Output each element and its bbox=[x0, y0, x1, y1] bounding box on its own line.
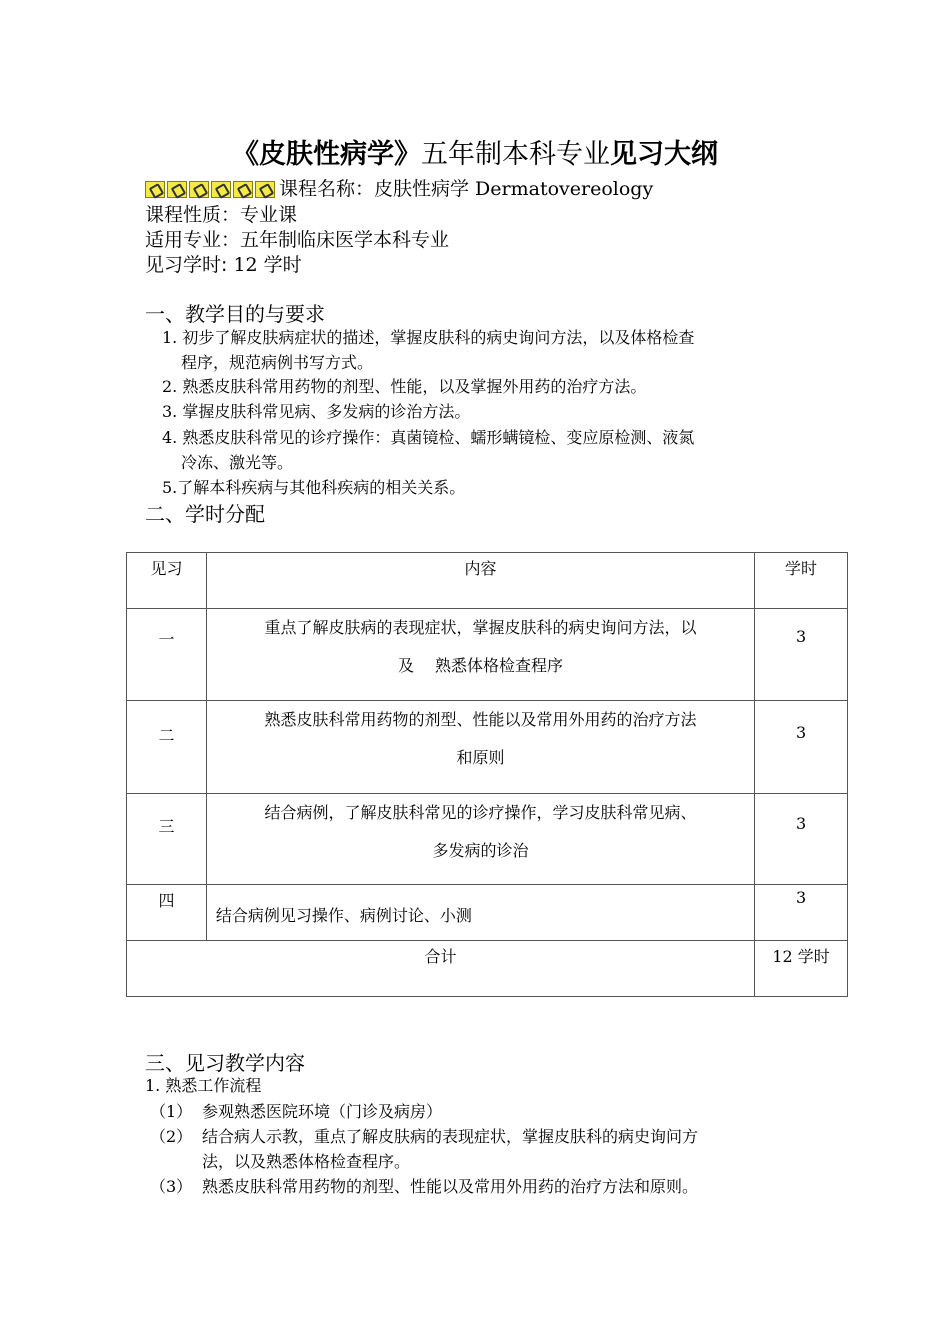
section3-subheading: 1. 熟悉工作流程 bbox=[145, 1076, 262, 1095]
header-hours: 学时 bbox=[755, 553, 848, 609]
row-number: 四 bbox=[127, 885, 207, 941]
objective-1-line1: 1. 初步了解皮肤病症状的描述，掌握皮肤科的病史询问方法，以及体格检查 bbox=[162, 328, 695, 347]
row-content: 熟悉皮肤科常用药物的剂型、性能以及常用外用药的治疗方法 和原则 bbox=[206, 701, 754, 794]
table-row bbox=[127, 885, 848, 941]
section2-heading: 二、学时分配 bbox=[145, 502, 265, 526]
objective-4-line1: 4. 熟悉皮肤科常见的诊疗操作：真菌镜检、蠕形螨镜检、变应原检测、液氮 bbox=[162, 428, 695, 447]
practice-hours-label: 见习学时: bbox=[145, 254, 228, 276]
content-item-1-number: （1） bbox=[150, 1102, 193, 1121]
applicable-major-line bbox=[145, 225, 449, 252]
pencil-icon bbox=[167, 181, 187, 198]
row-number: 二 bbox=[127, 701, 207, 794]
pencil-icon bbox=[145, 181, 165, 198]
practice-hours-line bbox=[145, 250, 302, 277]
page-title bbox=[0, 132, 950, 171]
table-row bbox=[127, 609, 848, 701]
row-content: 结合病例，了解皮肤科常见的诊疗操作，学习皮肤科常见病、 多发病的诊治 bbox=[206, 794, 754, 885]
table-total-row bbox=[127, 941, 848, 997]
table-header-row bbox=[127, 553, 848, 609]
objective-3: 3. 掌握皮肤科常见病、多发病的诊治方法。 bbox=[162, 402, 471, 421]
course-nature-value: 专业课 bbox=[240, 204, 298, 226]
section1-heading: 一、教学目的与要求 bbox=[145, 302, 325, 326]
content-item-1: 参观熟悉医院环境（门诊及病房） bbox=[202, 1102, 443, 1121]
pencil-icon bbox=[255, 181, 275, 198]
applicable-major-label: 适用专业： bbox=[145, 229, 241, 251]
title-part2: 五年制本科专业 bbox=[421, 139, 610, 170]
row-hours: 3 bbox=[755, 609, 848, 701]
total-value: 12 学时 bbox=[755, 941, 848, 997]
content-item-2-number: （2） bbox=[150, 1127, 193, 1146]
applicable-major-value: 五年制临床医学本科专业 bbox=[240, 229, 450, 251]
objective-1-line2: 程序，规范病例书写方式。 bbox=[181, 353, 374, 372]
section3-heading: 三、见习教学内容 bbox=[145, 1051, 305, 1075]
table-row bbox=[127, 794, 848, 885]
header-practice: 见习 bbox=[127, 553, 207, 609]
hours-allocation-table bbox=[126, 552, 848, 997]
row-hours: 3 bbox=[755, 794, 848, 885]
practice-hours-value: 12 学时 bbox=[227, 254, 302, 276]
course-nature-label: 课程性质： bbox=[145, 204, 241, 226]
course-name-value: 皮肤性病学 Dermatovereology bbox=[374, 178, 654, 200]
course-nature-line bbox=[145, 200, 297, 227]
title-part3: 见习大纲 bbox=[610, 139, 718, 170]
total-label: 合计 bbox=[127, 941, 755, 997]
course-name-label: 课程名称： bbox=[279, 178, 375, 200]
objective-5: 5.了解本科疾病与其他科疾病的相关关系。 bbox=[162, 478, 466, 497]
title-part1: 《皮肤性病学》 bbox=[232, 139, 421, 170]
content-item-3: 熟悉皮肤科常用药物的剂型、性能以及常用外用药的治疗方法和原则。 bbox=[202, 1177, 699, 1196]
content-item-2-line1: 结合病人示教，重点了解皮肤病的表现症状，掌握皮肤科的病史询问方 bbox=[202, 1127, 699, 1146]
row-hours: 3 bbox=[755, 885, 848, 941]
row-number: 一 bbox=[127, 609, 207, 701]
row-content: 重点了解皮肤病的表现症状，掌握皮肤科的病史询问方法，以 及 熟悉体格检查程序 bbox=[206, 609, 754, 701]
header-content: 内容 bbox=[206, 553, 754, 609]
row-number: 三 bbox=[127, 794, 207, 885]
row-hours: 3 bbox=[755, 701, 848, 794]
pencil-icon bbox=[189, 181, 209, 198]
objective-4-line2: 冷冻、激光等。 bbox=[181, 453, 294, 472]
pencil-icon bbox=[233, 181, 253, 198]
row-content: 结合病例见习操作、病例讨论、小测 bbox=[206, 885, 754, 941]
table-row bbox=[127, 701, 848, 794]
content-item-3-number: （3） bbox=[150, 1177, 193, 1196]
objective-2: 2. 熟悉皮肤科常用药物的剂型、性能，以及掌握外用药的治疗方法。 bbox=[162, 377, 647, 396]
course-name-line bbox=[145, 174, 653, 203]
pencil-icon bbox=[211, 181, 231, 198]
content-item-2-line2: 法，以及熟悉体格检查程序。 bbox=[202, 1152, 411, 1171]
